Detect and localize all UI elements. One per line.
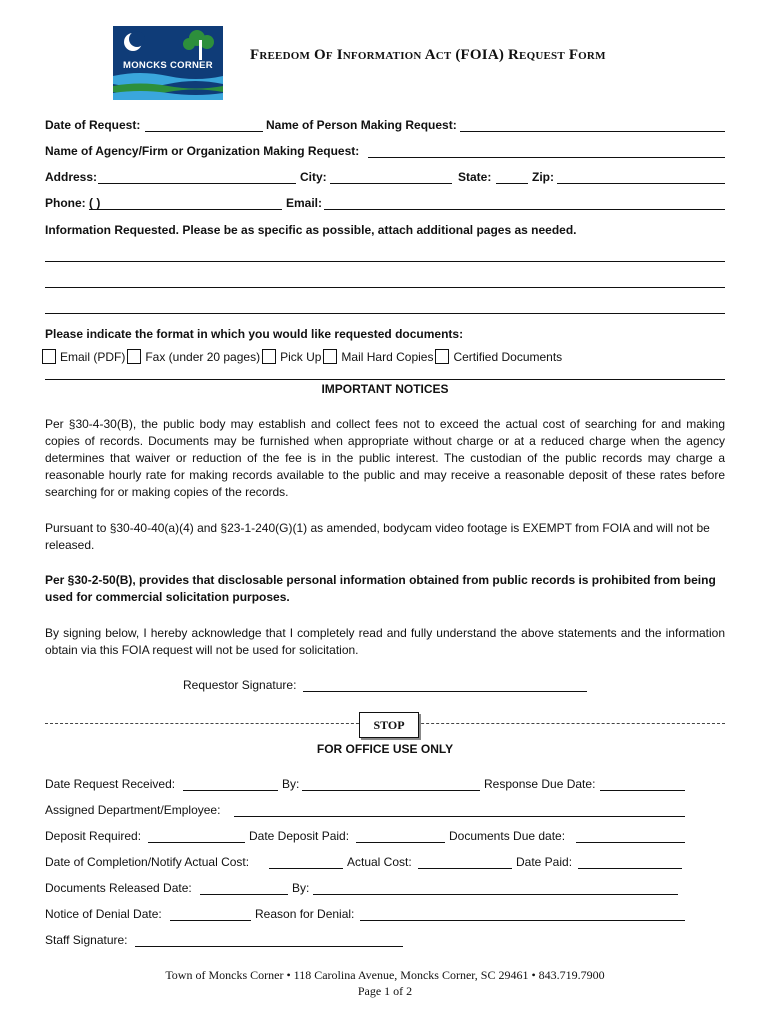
date-completion-label: Date of Completion/Notify Actual Cost:	[45, 855, 250, 869]
by-label: By:	[282, 777, 300, 791]
zip-field[interactable]	[557, 183, 725, 184]
stop-divider	[45, 712, 725, 738]
stop-badge: STOP	[359, 712, 419, 738]
documents-due-field[interactable]	[576, 842, 685, 843]
office-use-heading: FOR OFFICE USE ONLY	[316, 742, 454, 756]
name-person-label: Name of Person Making Request:	[266, 118, 457, 132]
notices-heading: IMPORTANT NOTICES	[321, 382, 449, 396]
by2-label: By:	[292, 881, 310, 895]
documents-released-label: Documents Released Date:	[45, 881, 192, 895]
format-option-label: Email (PDF)	[60, 349, 126, 364]
date-received-field[interactable]	[183, 790, 278, 791]
page-title: Freedom Of Information Act (FOIA) Request Form	[250, 47, 606, 63]
date-of-request-field[interactable]	[145, 131, 263, 132]
documents-due-label: Documents Due date:	[449, 829, 566, 843]
state-field[interactable]	[496, 183, 528, 184]
requestor-signature-field[interactable]	[303, 691, 587, 692]
certified-documents-checkbox[interactable]	[435, 349, 449, 364]
city-field[interactable]	[330, 183, 452, 184]
actual-cost-field[interactable]	[418, 868, 512, 869]
actual-cost-label: Actual Cost:	[347, 855, 412, 869]
notice-bodycam-paragraph: Pursuant to §30-40-40(a)(4) and §23-1-240(G)(1) as amended, bodycam video footage is EXEMPT from FOIA and will not be released.	[45, 521, 710, 552]
reason-denial-field[interactable]	[360, 920, 685, 921]
date-deposit-paid-label: Date Deposit Paid:	[249, 829, 350, 843]
info-line-2[interactable]	[45, 287, 725, 288]
date-paid-field[interactable]	[578, 868, 682, 869]
agency-label: Name of Agency/Firm or Organization Making Request:	[45, 144, 360, 158]
by2-field[interactable]	[313, 894, 678, 895]
reason-denial-label: Reason for Denial:	[255, 907, 355, 921]
phone-parens: ( )	[89, 196, 101, 210]
phone-label: Phone:	[45, 196, 86, 210]
deposit-required-label: Deposit Required:	[45, 829, 142, 843]
logo-text: MONCKS CORNER	[123, 60, 213, 71]
response-due-label: Response Due Date:	[484, 777, 596, 791]
state-label: State:	[458, 170, 492, 184]
pick-up-checkbox[interactable]	[262, 349, 276, 364]
footer-address: Town of Moncks Corner • 118 Carolina Avenue, Moncks Corner, SC 29461 • 843.719.7900	[165, 968, 605, 982]
notice-denial-field[interactable]	[170, 920, 251, 921]
staff-signature-label: Staff Signature:	[45, 933, 128, 947]
by-field[interactable]	[302, 790, 480, 791]
info-line-3[interactable]	[45, 313, 725, 314]
notices-top-rule	[45, 379, 725, 380]
format-option-label: Pick Up	[280, 349, 322, 364]
assigned-field[interactable]	[234, 816, 685, 817]
agency-field[interactable]	[368, 157, 725, 158]
address-field[interactable]	[98, 183, 296, 184]
response-due-field[interactable]	[600, 790, 685, 791]
format-prompt: Please indicate the format in which you would like requested documents:	[45, 327, 464, 341]
name-person-field[interactable]	[460, 131, 725, 132]
email-pdf-checkbox[interactable]	[42, 349, 56, 364]
date-of-request-label: Date of Request:	[45, 118, 141, 132]
mail-hard-copies-checkbox[interactable]	[323, 349, 337, 364]
city-label: City:	[300, 170, 327, 184]
date-completion-field[interactable]	[269, 868, 343, 869]
date-deposit-paid-field[interactable]	[356, 842, 445, 843]
date-received-label: Date Request Received:	[45, 777, 176, 791]
assigned-label: Assigned Department/Employee:	[45, 803, 221, 817]
email-field[interactable]	[324, 209, 725, 210]
info-requested-label: Information Requested. Please be as specific as possible, attach additional pages as needed.	[45, 223, 577, 237]
date-paid-label: Date Paid:	[516, 855, 573, 869]
format-option-label: Certified Documents	[453, 349, 563, 364]
zip-label: Zip:	[532, 170, 554, 184]
staff-signature-field[interactable]	[135, 946, 403, 947]
signature-label: Requestor Signature:	[183, 678, 297, 692]
format-option-label: Mail Hard Copies	[341, 349, 434, 364]
acknowledgement-paragraph: By signing below, I hereby acknowledge that I completely read and fully understand the above statements and the information obtain via this FOIA request will not be used for solicitation.	[45, 626, 725, 657]
notice-denial-label: Notice of Denial Date:	[45, 907, 162, 921]
deposit-required-field[interactable]	[148, 842, 245, 843]
fax-checkbox[interactable]	[127, 349, 141, 364]
town-logo	[113, 26, 223, 100]
format-option-label: Fax (under 20 pages)	[145, 349, 261, 364]
phone-field[interactable]	[89, 209, 282, 210]
notice-fees-paragraph: Per §30-4-30(B), the public body may establish and collect fees not to exceed the actual cost of searching for and making copies of records. Documents may be furnished when appropriate without charge or at a reduced charge when the agency determines that waiver or reduction of the fee is in the public interest. The custodian of the public records may charge a reasonable hourly rate for making records available to the public and may receive a reasonable deposit of these rates before searching for or making copies of the records.	[45, 417, 725, 499]
info-line-1[interactable]	[45, 261, 725, 262]
notice-solicitation-paragraph: Per §30-2-50(B), provides that disclosable personal information obtained from public records is prohibited from being used for commercial solicitation purposes.	[45, 573, 716, 604]
page-number: Page 1 of 2	[357, 984, 413, 998]
format-options	[42, 349, 564, 364]
email-label: Email:	[286, 196, 323, 210]
documents-released-field[interactable]	[200, 894, 288, 895]
address-label: Address:	[45, 170, 98, 184]
